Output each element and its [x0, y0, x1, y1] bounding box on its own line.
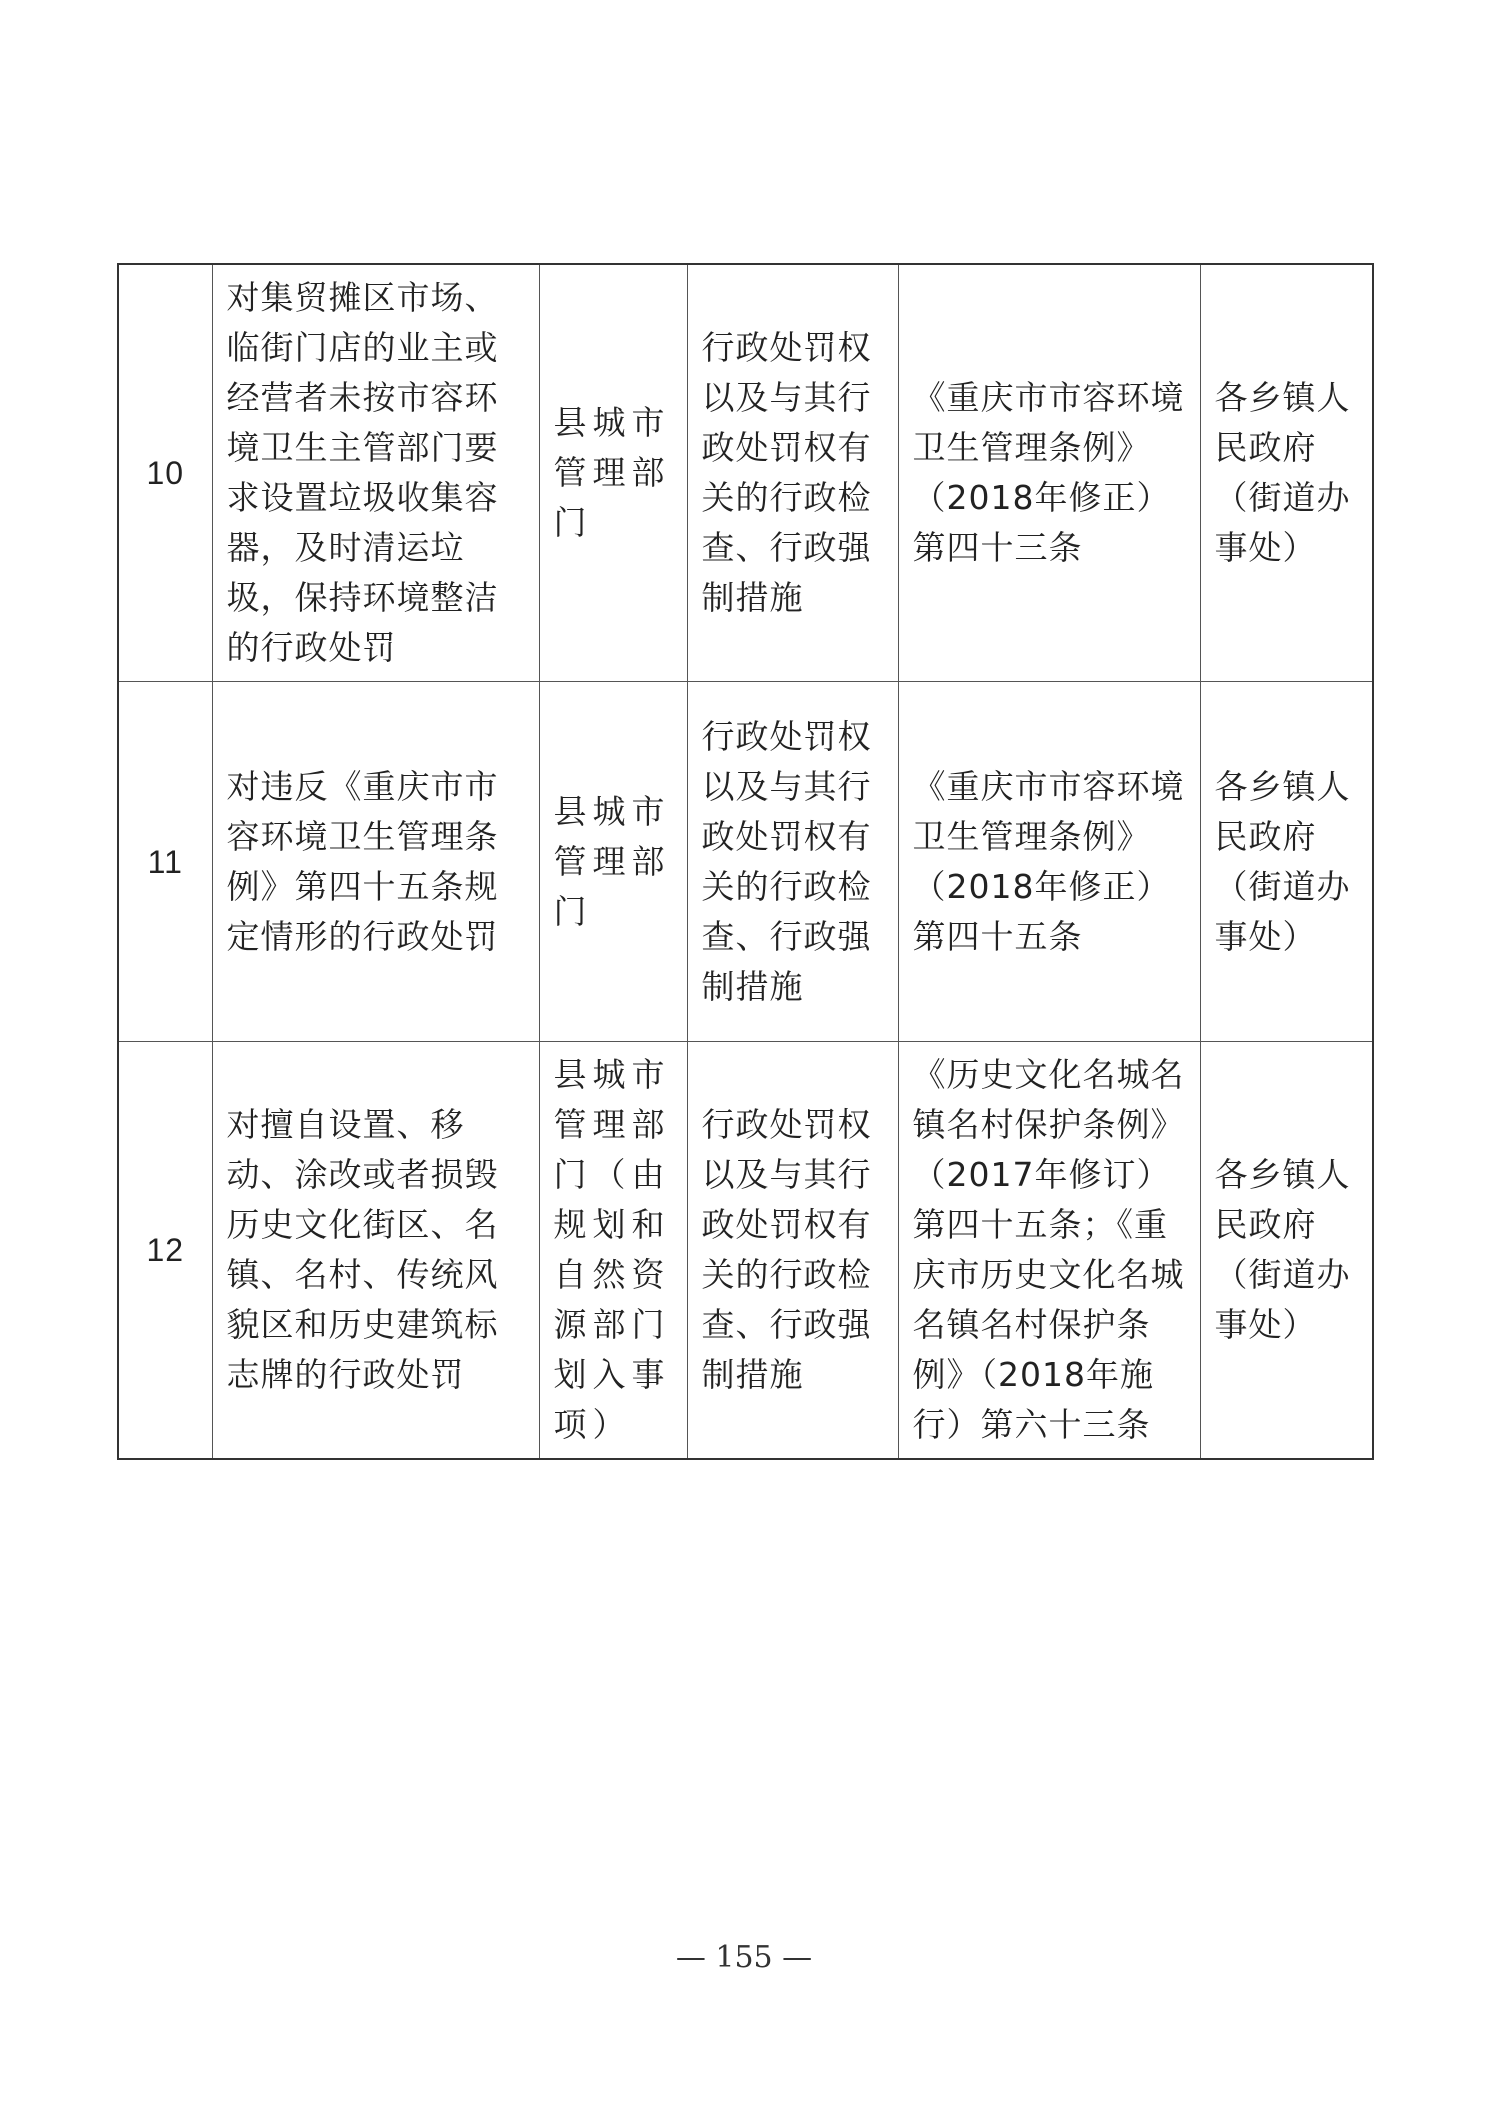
executing-body: 各乡镇人民政府（街道办事处） — [1200, 682, 1373, 1042]
penalty-item: 对擅自设置、移动、涂改或者损毁历史文化街区、名镇、名村、传统风貌区和历史建筑标志牌的行政处罚 — [212, 1042, 539, 1460]
table-row — [118, 264, 1373, 682]
executing-body: 各乡镇人民政府（街道办事处） — [1200, 264, 1373, 682]
responsible-department: 县城市管理部门 — [539, 264, 687, 682]
delegated-power: 行政处罚权以及与其行政处罚权有关的行政检查、行政强制措施 — [687, 264, 898, 682]
penalty-item: 对违反《重庆市市容环境卫生管理条例》第四十五条规定情形的行政处罚 — [212, 682, 539, 1042]
delegated-power: 行政处罚权以及与其行政处罚权有关的行政检查、行政强制措施 — [687, 682, 898, 1042]
page-number: — 155 — — [675, 1940, 813, 1975]
row-number: 10 — [118, 264, 212, 682]
legal-basis: 《重庆市市容环境卫生管理条例》（2018年修正）第四十三条 — [898, 264, 1200, 682]
table-row — [118, 1042, 1373, 1460]
table-row — [118, 682, 1373, 1042]
legal-basis: 《重庆市市容环境卫生管理条例》（2018年修正）第四十五条 — [898, 682, 1200, 1042]
executing-body: 各乡镇人民政府（街道办事处） — [1200, 1042, 1373, 1460]
penalty-item: 对集贸摊区市场、临街门店的业主或经营者未按市容环境卫生主管部门要求设置垃圾收集容器，及时清运垃圾，保持环境整洁的行政处罚 — [212, 264, 539, 682]
delegated-power: 行政处罚权以及与其行政处罚权有关的行政检查、行政强制措施 — [687, 1042, 898, 1460]
legal-basis: 《历史文化名城名镇名村保护条例》（2017年修订）第四十五条；《重庆市历史文化名城名镇名村保护条例》（2018年施行）第六十三条 — [898, 1042, 1200, 1460]
row-number: 11 — [118, 682, 212, 1042]
responsible-department: 县城市管理部门（由规划和自然资源部门划入事项） — [539, 1042, 687, 1460]
row-number: 12 — [118, 1042, 212, 1460]
penalty-items-table — [117, 263, 1374, 1460]
responsible-department: 县城市管理部门 — [539, 682, 687, 1042]
